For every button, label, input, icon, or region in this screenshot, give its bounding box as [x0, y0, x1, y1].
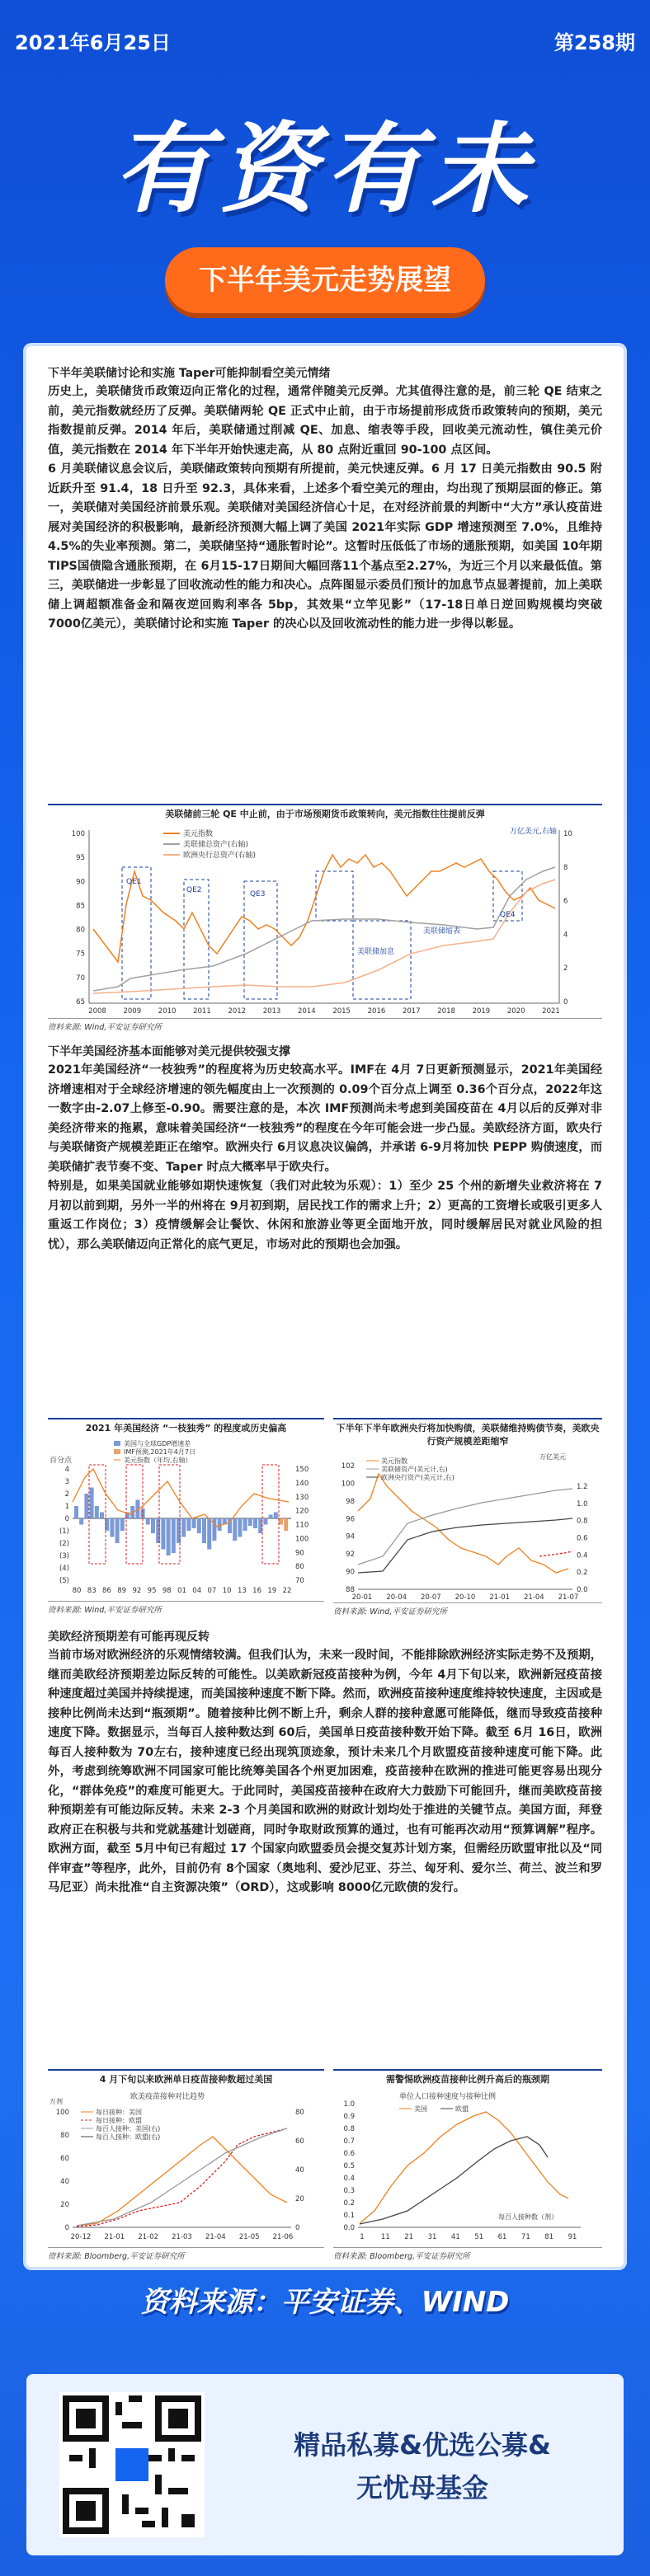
x-tick-label: 20-07: [420, 1593, 441, 1602]
y-tick-label: 0.1: [343, 2212, 355, 2220]
y-axis-label: 万剂: [49, 2098, 63, 2105]
svg-text:每百人接种：欧盟(右): 每百人接种：欧盟(右): [96, 2133, 161, 2141]
paragraph: 特别是，如果美国就业能够如期快速恢复（我们对此较为乐观）：1）至少 25 个州的新增失业救济将在 7月初以前到期，另外一半的州将在 9月初到期，居民找工作的需求上升；2）更高的工资增长或吸引更多人重返工作岗位；3）疫情缓解会让餐饮、休闲和旅游业等更全面地开放，同时缓解居民对就业风险的担忧），那么美联储迈向正常化的底气更足，市场对此的预期也会加强。: [48, 1180, 602, 1251]
legend-fed: 美联储总资产(右轴): [183, 841, 249, 849]
y-tick-label: 60: [295, 2137, 304, 2146]
y-tick-label: 1.0: [343, 2100, 355, 2109]
svg-text:美国: 美国: [414, 2105, 427, 2113]
y-tick-label: 0.4: [577, 1551, 588, 1560]
hero-title: 有资有未: [113, 112, 536, 226]
x-tick-label: 21-06: [272, 2233, 294, 2241]
chart-canvas: [48, 2087, 324, 2247]
x-tick-label: 51: [474, 2233, 484, 2241]
y-tick-label: 120: [295, 1507, 309, 1516]
y-tick-label: 100: [71, 830, 85, 838]
x-tick-label: 2011: [193, 1007, 211, 1016]
x-tick-label: 83: [87, 1587, 97, 1595]
x-tick-label: 13: [237, 1587, 247, 1595]
gdp-diff-bar: [146, 1518, 150, 1525]
x-tick-label: 21-01: [489, 1593, 511, 1602]
x-tick-label: 2013: [262, 1007, 281, 1016]
gdp-diff-bar: [263, 1518, 267, 1525]
section-title: 美欧经济预期差有可能再现反转: [48, 1631, 210, 1644]
y-tick-label: 4: [64, 1466, 69, 1474]
x-tick-label: 21-04: [523, 1593, 544, 1602]
y-tick-label: 0.0: [577, 1586, 588, 1594]
forecast-line: [539, 1551, 572, 1556]
usd-index-line: [93, 855, 555, 962]
x-tick-label: 21-04: [205, 2233, 226, 2241]
y-tick-label: 20: [295, 2195, 304, 2203]
qr-code-icon: [63, 2395, 201, 2534]
chart-fed-ecb-assets: [333, 1418, 602, 1616]
chart-source: 资料来源: Bloomberg,平安证券研究所: [48, 2247, 324, 2261]
y-tick-label: 40: [60, 2178, 69, 2186]
y-tick-label: 0.8: [343, 2125, 355, 2133]
x-tick-label: 21: [404, 2233, 414, 2241]
us-per-100-line: [77, 2128, 287, 2226]
legend-usd: 美元指数: [183, 830, 214, 838]
y-tick-label: 0.6: [343, 2150, 355, 2158]
chart-canvas: [333, 2087, 602, 2247]
chart-canvas: [48, 1436, 324, 1601]
y-tick-label: 0.2: [343, 2199, 355, 2208]
chart-canvas: [333, 1449, 602, 1602]
x-tick-label: 21-07: [558, 1593, 579, 1602]
y-tick-label: 4: [563, 931, 568, 940]
gdp-diff-bar: [233, 1518, 237, 1541]
x-tick-label: 07: [207, 1587, 217, 1595]
y-tick-label: 0.9: [343, 2113, 355, 2121]
us-daily-line: [77, 2137, 287, 2226]
gdp-diff-bar: [74, 1506, 78, 1518]
gdp-diff-bar: [161, 1518, 165, 1550]
y-tick-label: 0: [64, 1515, 69, 1523]
gdp-diff-bar: [84, 1494, 88, 1518]
slogan-line: 精品私募&优选公募&: [294, 2429, 551, 2461]
x-tick-label: 2015: [332, 1007, 351, 1016]
y-tick-label: 90: [346, 1568, 355, 1577]
gdp-diff-bar: [218, 1518, 222, 1531]
y-tick-label: 3: [64, 1478, 69, 1486]
svg-text:美元指数（年均,右轴）: 美元指数（年均,右轴）: [124, 1457, 192, 1464]
y-tick-label: 130: [295, 1493, 309, 1502]
section-1: [48, 364, 602, 635]
x-tick-label: 2019: [472, 1007, 491, 1016]
hike-label: 美联储加息: [357, 948, 395, 956]
x-tick-label: 2021: [542, 1007, 560, 1016]
y-tick-label: 75: [76, 950, 85, 959]
y-tick-label: 100: [341, 1480, 355, 1489]
chart-usd-index-qe: [48, 804, 602, 1030]
x-tick-label: 21-03: [172, 2233, 192, 2241]
x-tick-label: 20-12: [70, 2233, 92, 2241]
paragraph: 当前市场对欧洲经济的乐观情绪较满。但我们认为，未来一段时间，不能排除欧洲经济实际走势不及预期，继而美欧经济预期差边际反转的可能性。以美欧新冠疫苗接种为例，今年 4月下旬以来，欧洲新冠疫苗接种速度超过美国并持续提速，而美国接种速度不断下降。然而，欧洲疫苗接种速度维持较快速度，主因或是接种比例尚未达到“瓶颈期”。随着接种比例不断上升，剩余人群的接种意愿可能降低，继而导致疫苗接种速度下降。数据显示，当每百人接种数达到 60后，美国单日疫苗接种数开始下降。截至 6月 16日，欧洲每百人接种数为 70左右，接种速度已经出现筑顶迹象，预计未来几个月欧盟疫苗接种速度可能下降。此外，考虑到统筹欧洲不同国家可能比统筹美国各个州更加困难，疫苗接种在欧洲的推进可能更容易出现分化，“群体免疫”的难度可能更大。于此同时，美国疫苗接种在政府大力鼓励下可能回升，继而美欧疫苗接种预期差有可能边际反转。未来 2-3 个月美国和欧洲的财政计划均处于推进的关键节点。美国方面，拜登政府正在积极与共和党就基建计划磋商，同时争取财政预算的通过，也有可能再次动用“预算调解”程序。欧洲方面，截至 5月中旬已有超过 17 个国家向欧盟委员会提交复苏计划方案，但需经历欧盟审批以及“同伴审查”等程序，此外，目前仍有 8个国家（奥地利、爱沙尼亚、芬兰、匈牙利、爱尔兰、荷兰、波兰和罗马尼亚）尚未批准“自主资源决策”（ORD），这或影响 8000亿元欧债的发行。: [48, 1649, 602, 1894]
x-tick-label: 20-10: [455, 1593, 476, 1602]
y-axis-label: 百分点: [49, 1457, 73, 1465]
qr-code[interactable]: [59, 2392, 205, 2537]
gdp-diff-bar: [284, 1518, 288, 1531]
chart-title: 4 月下旬以来欧洲单日疫苗接种数超过美国: [99, 2074, 273, 2085]
gdp-diff-bar: [197, 1518, 201, 1533]
y-tick-label: 88: [346, 1586, 355, 1594]
qe1-label: QE1: [126, 878, 142, 886]
x-tick-label: 21-05: [238, 2233, 260, 2241]
issue-number: 第258期: [553, 31, 635, 54]
paragraph: 2021年美国经济“一枝独秀”的程度将为历史较高水平。IMF在 4月 7日更新预测显示，2021年美国经济增速相对于全球经济增速的领先幅度由上一次预测的 0.09个百分点上调至 0.36个百分点，2022年这一数字由-2.07上修至-0.90。需要注意的是，本次 IMF预测尚未考虑到美国疫苗在 4月以后的反弹对非美经济带来的拖累，意味着美国经济“一枝独秀”的程度在今年可能会进一步凸显。美欧经济方面，欧央行与美联储资产规模差距正在缩窄。欧洲央行 6月议息决议偏鸽，并承诺 6-9月将加快 PEPP 购债速度，而美联储扩表节奏不变、Taper 时点大概率早于欧央行。: [48, 1063, 602, 1174]
y-tick-label: 40: [295, 2166, 304, 2175]
y-tick-label: 140: [295, 1479, 309, 1488]
x-tick-label: 11: [380, 2233, 390, 2241]
y-tick-label: (1): [59, 1527, 69, 1536]
gdp-diff-bar: [95, 1506, 99, 1518]
x-tick-label: 31: [427, 2233, 437, 2241]
y-tick-label: (5): [59, 1577, 69, 1585]
y-tick-label: 0.2: [577, 1569, 588, 1578]
x-tick-label: 80: [72, 1587, 82, 1595]
y-tick-label: 95: [76, 854, 85, 863]
gdp-diff-bar: [186, 1518, 191, 1531]
gdp-diff-bar: [269, 1515, 273, 1519]
right-axis-label: 万亿美元,右轴: [510, 828, 557, 836]
y-tick-label: 85: [76, 902, 85, 911]
y-tick-label: 2: [64, 1490, 69, 1499]
gdp-diff-bar: [248, 1518, 252, 1526]
y-tick-label: (2): [59, 1540, 69, 1548]
y-tick-label: 60: [60, 2155, 69, 2163]
gdp-diff-bar: [110, 1518, 114, 1537]
y-tick-label: 10: [563, 830, 572, 838]
svg-text:IMF预测,2021年4月7日: IMF预测,2021年4月7日: [124, 1448, 195, 1456]
gdp-diff-bar: [167, 1518, 171, 1555]
y-tick-label: 100: [55, 2109, 69, 2117]
gdp-diff-bar: [238, 1518, 242, 1537]
subtitle-banner: 下半年美元走势展望: [165, 247, 485, 313]
y-tick-label: 110: [295, 1521, 309, 1530]
y-tick-label: 1.2: [577, 1483, 588, 1491]
gdp-diff-bar: [202, 1518, 206, 1543]
section-3: [48, 1628, 602, 1898]
svg-text:欧盟: 欧盟: [455, 2105, 469, 2113]
y-tick-label: 90: [295, 1549, 304, 1558]
chart-us-gdp-lead: [48, 1418, 324, 1616]
svg-text:美元指数: 美元指数: [381, 1457, 407, 1465]
x-tick-label: 20-04: [386, 1593, 407, 1602]
gdp-diff-bar: [243, 1518, 247, 1531]
x-tick-label: 61: [497, 2233, 507, 2241]
x-tick-label: 2008: [88, 1007, 106, 1016]
x-tick-label: 98: [162, 1587, 172, 1595]
y-tick-label: 65: [76, 998, 85, 1006]
content-card: [26, 346, 624, 2267]
chart-source: 资料来源: Wind,平安证券研究所: [333, 1602, 602, 1616]
svg-text:每百人接种：美国(右): 每百人接种：美国(右): [96, 2125, 161, 2133]
gdp-diff-bar: [207, 1518, 211, 1550]
y-tick-label: 1: [64, 1503, 69, 1511]
y-tick-label: 102: [341, 1462, 355, 1471]
taper-label: 美联储缩表: [423, 927, 461, 936]
y-tick-label: 70: [295, 1577, 304, 1585]
y-tick-label: 0: [64, 2224, 69, 2232]
gdp-diff-bar: [181, 1518, 186, 1537]
y-tick-label: 0.4: [343, 2175, 355, 2183]
section-title: 下半年美联储讨论和实施 Taper可能抑制看空美元情绪: [48, 367, 331, 380]
x-tick-label: 16: [252, 1587, 261, 1595]
y-tick-label: 100: [295, 1535, 309, 1544]
gdp-diff-bar: [192, 1518, 196, 1528]
x-tick-label: 95: [147, 1587, 157, 1595]
legend-ecb: 欧洲央行总资产(右轴): [183, 852, 257, 860]
y-tick-label: 90: [76, 878, 85, 887]
y-tick-label: (3): [59, 1552, 69, 1560]
gdp-diff-bar: [212, 1518, 216, 1541]
chart-source: 资料来源: Bloomberg,平安证券研究所: [333, 2247, 602, 2261]
x-tick-label: 2016: [367, 1007, 386, 1016]
y-tick-label: 0.3: [343, 2187, 355, 2195]
gdp-diff-bar: [172, 1518, 176, 1553]
x-tick-label: 19: [267, 1587, 277, 1595]
chart-source: 资料来源: Wind,平安证券研究所: [48, 1601, 324, 1615]
x-tick-label: 21-02: [138, 2233, 159, 2241]
x-caption: 每百人接种数（剂）: [498, 2213, 558, 2221]
x-tick-label: 2020: [506, 1007, 525, 1016]
ecb-assets-line: [93, 880, 555, 993]
x-tick-label: 1: [360, 2233, 365, 2241]
y-tick-label: 0: [563, 998, 568, 1006]
chart-vaccination-bottleneck: [333, 2069, 602, 2259]
slogan: [233, 2424, 612, 2509]
x-tick-label: 04: [192, 1587, 202, 1595]
y-tick-label: 98: [346, 1497, 355, 1506]
gdp-diff-bar: [274, 1513, 278, 1519]
y-tick-label: 0.8: [577, 1517, 588, 1526]
x-tick-label: 81: [544, 2233, 554, 2241]
y-tick-label: 0.7: [343, 2137, 355, 2146]
qe3-label: QE3: [250, 890, 266, 899]
chart-subtitle: 单位人口接种速度与接种比例: [399, 2093, 497, 2101]
chart-title: 美联储前三轮 QE 中止前，由于市场预期货币政策转向，美元指数往往提前反弹: [165, 809, 485, 819]
y-tick-label: 0.6: [577, 1534, 588, 1543]
issue-date: 2021年6月25日: [15, 31, 171, 54]
y-tick-label: 0: [295, 2224, 300, 2232]
gdp-diff-bar: [120, 1518, 125, 1531]
chart-source: 资料来源: Wind,平安证券研究所: [48, 1018, 602, 1032]
chart-title: 2021 年美国经济 “一枝独秀” 的程度或历史偏高: [85, 1423, 287, 1433]
footer-source: 资料来源：平安证券、WIND: [140, 2286, 510, 2319]
y-tick-label: 94: [346, 1532, 355, 1541]
fed-assets-line: [93, 867, 555, 991]
x-tick-label: 91: [568, 2233, 577, 2241]
eu-daily-line: [77, 2128, 287, 2226]
chart-vaccination-daily: [48, 2069, 324, 2259]
svg-text:美联储资产(美元计,右): 美联储资产(美元计,右): [381, 1466, 448, 1473]
svg-text:美国与全球GDP增速差: 美国与全球GDP增速差: [124, 1440, 191, 1448]
right-axis-label: 万亿美元: [539, 1453, 566, 1461]
y-tick-label: (4): [59, 1565, 69, 1573]
section-2: [48, 1043, 602, 1255]
x-tick-label: 2009: [123, 1007, 142, 1016]
hike-box: [353, 921, 411, 999]
x-tick-label: 41: [450, 2233, 460, 2241]
slogan-line: 无忧母基金: [356, 2472, 488, 2503]
x-tick-label: 21-01: [104, 2233, 125, 2241]
y-tick-label: 20: [60, 2201, 69, 2209]
top-bar: [0, 0, 650, 78]
gdp-diff-bar: [90, 1488, 94, 1519]
gdp-diff-bar: [253, 1518, 257, 1528]
y-tick-label: 70: [76, 974, 85, 983]
paragraph: 历史上，美联储货币政策迈向正常化的过程，通常伴随美元反弹。尤其值得注意的是，前三轮 QE 结束之前，美元指数就经历了反弹。美联储两轮 QE 正式中止前，由于市场提前形成货币政策转向的预期，美元指数提前反弹。2014 年后，美联储通过削减 QE、加息、缩表等手段，回收美元流动性，镇住美元价值，美元指数在 2014 年下半年开始快速走高，从 80 点附近重回 90-100 点区间。: [48, 385, 602, 457]
y-tick-label: 2: [563, 964, 568, 974]
y-tick-label: 0.0: [343, 2224, 355, 2232]
y-tick-label: 80: [76, 926, 85, 935]
y-tick-label: 96: [346, 1515, 355, 1524]
usd-index-line: [358, 1474, 568, 1573]
x-tick-label: 92: [132, 1587, 142, 1595]
chart-canvas: [48, 822, 602, 1018]
qe1-box: [122, 867, 151, 999]
bottom-panel: [26, 2374, 624, 2555]
x-tick-label: 20-01: [351, 1593, 373, 1602]
gdp-diff-bar: [151, 1518, 155, 1533]
y-tick-label: 92: [346, 1551, 355, 1560]
y-tick-label: 0.5: [343, 2162, 355, 2170]
x-tick-label: 22: [282, 1587, 292, 1595]
x-tick-label: 2012: [228, 1007, 247, 1016]
svg-text:每日接种：美国: 每日接种：美国: [96, 2109, 142, 2116]
chart-subtitle: 欧美疫苗接种对比趋势: [130, 2093, 205, 2101]
y-tick-label: 8: [563, 863, 568, 872]
x-tick-label: 2014: [298, 1007, 316, 1016]
y-tick-label: 150: [295, 1466, 309, 1474]
x-tick-label: 89: [117, 1587, 127, 1595]
x-tick-label: 2017: [402, 1007, 421, 1016]
svg-text:欧洲央行资产(美元计,右): 欧洲央行资产(美元计,右): [381, 1474, 455, 1481]
svg-text:每日接种：欧盟: 每日接种：欧盟: [96, 2117, 142, 2124]
y-tick-label: 1.0: [577, 1499, 588, 1509]
y-tick-label: 80: [60, 2132, 69, 2140]
gdp-diff-bar: [258, 1518, 262, 1533]
paragraph: 6 月美联储议息会议后，美联储政策转向预期有所提前，美元快速反弹。6 月 17 日美元指数由 90.5 附近跃升至 91.4，18 日升至 92.3，具体来看，上述多个看空美元的理由，均出现了预期层面的修正。第一，美联储对美国经济前景乐观。美联储对美国经济信心十足，在对经济前景的判断中“大方”承认疫苗进展对美国经济的积极影响，最新经济预测大幅上调了美国 2021年实际 GDP 增速预测至 7.0%，且维持 4.5%的失业率预测。第二，美联储坚持“通胀暂时论”。这暂时压低低了市场的通胀预期，如美国 10年期 TIPS国债隐含通胀预期，在 6月15-17日期间大幅回落11个基点至2.27%，为近三个月以来最低值。第三，美联储进一步彰显了回收流动性的能力和决心。点阵图显示委员们预计的加息节点显著提前，加上美联储上调超额准备金和隔夜逆回购利率各 5bp，其效果“立竿见影”（17-18日单日逆回购规模均突破 7000亿美元），美联储讨论和实施 Taper 的决心以及回收流动性的能力进一步得以彰显。: [48, 462, 602, 631]
gdp-diff-bar: [100, 1513, 104, 1519]
x-tick-label: 01: [177, 1587, 186, 1595]
x-tick-label: 71: [520, 2233, 530, 2241]
x-tick-label: 2018: [437, 1007, 455, 1016]
gdp-diff-bar: [79, 1518, 83, 1525]
qe4-label: QE4: [500, 911, 516, 919]
gdp-diff-bar: [279, 1518, 283, 1525]
x-tick-label: 10: [222, 1587, 232, 1595]
y-tick-label: 80: [295, 2109, 304, 2117]
y-tick-label: 6: [563, 897, 568, 906]
gdp-diff-bar: [115, 1518, 120, 1543]
chart-title: 需警惕欧洲疫苗接种比例升高后的瓶颈期: [386, 2074, 549, 2085]
eu-curve: [360, 2137, 548, 2224]
chart-title: 下半年下半年欧洲央行将加快购债，美联储维持购债节奏，美欧央行资产规模差距缩窄: [336, 1423, 600, 1447]
x-tick-label: 86: [102, 1587, 111, 1595]
section-title: 下半年美国经济基本面能够对美元提供较强支撑: [48, 1045, 290, 1058]
gdp-diff-bar: [141, 1509, 145, 1518]
us-curve: [360, 2112, 568, 2223]
x-tick-label: 2010: [158, 1007, 177, 1016]
y-tick-label: 80: [295, 1563, 304, 1572]
qe2-label: QE2: [186, 886, 202, 894]
